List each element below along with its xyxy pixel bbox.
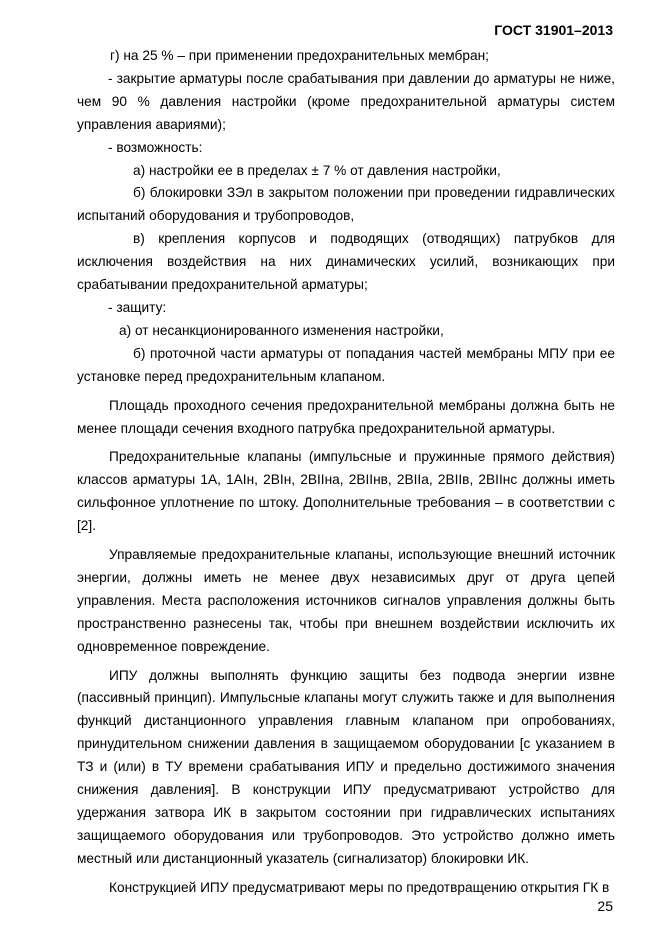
paragraph-closing: - закрытие арматуры после срабатывания при давлении до арматуры не ниже, чем 90 % давления настройки (кроме предохранительной арматуры систем управления авариями); (77, 70, 615, 132)
paragraph-flow-part: б) проточной части арматуры от попадания частей мембраны МПУ при ее установке перед предохранительным клапаном. (77, 345, 615, 384)
page-number: 25 (597, 898, 613, 914)
paragraph-ipu-function: ИПУ должны выполнять функцию защиты без подвода энергии извне (пассивный принцип). Импульсные клапаны могут служить также и для выполнения функций дистанционного управления главным клапаном при опробованиях, принудительном снижении давления в защищаемом оборудовании [с указанием в ТЗ и (или) в ТУ времени срабатывания ИПУ и предельно достижимого значения снижения давления]. В конструкции ИПУ предусматривают устройство для удержания затвора ИК в закрытом состоянии при гидравлических испытаниях защищаемого оборудования или трубопроводов. Это устройство должно иметь местный или дистанционный указатель (сигнализатор) блокировки ИК. (77, 667, 615, 866)
paragraph-unauthorized: а) от несанкционированного изменения настройки, (119, 322, 444, 338)
paragraph-membranes-25: г) на 25 % – при применении предохранительных мембран; (110, 48, 489, 63)
paragraph-setting-range: а) настройки ее в пределах ± 7 % от давления настройки, (133, 162, 501, 178)
document-header: ГОСТ 31901–2013 (494, 22, 613, 38)
document-body (77, 45, 615, 900)
paragraph-possibility: - возможность: (108, 139, 203, 155)
paragraph-protection: - защиту: (108, 299, 167, 315)
paragraph-ipu-design: Конструкцией ИПУ предусматривают меры по предотвращению открытия ГК в (109, 879, 610, 895)
paragraph-controlled-valves: Управляемые предохранительные клапаны, использующие внешний источник энергии, должны иметь не менее двух независимых друг от друга цепей управления. Места расположения источников сигналов управления должны быть пространственно разнесены так, чтобы при внешнем воздействии исключить их одновременное повреждение. (77, 547, 615, 654)
paragraph-safety-valves: Предохранительные клапаны (импульсные и пружинные прямого действия) классов арматуры 1А, 1АIн, 2ВIн, 2ВIIна, 2ВIIнв, 2ВIIа, 2ВIIв, 2ВIIнс должны иметь сильфонное уплотнение по штоку. Дополнительные требования – в соответствии с [2]. (77, 449, 615, 534)
paragraph-blocking: б) блокировки ЗЭл в закрытом положении при проведении гидравлических испытаний оборудования и трубопроводов, (77, 185, 615, 224)
paragraph-fastening: в) крепления корпусов и подводящих (отводящих) патрубков для исключения воздействия на них динамических усилий, возникающих при срабатывании предохранительной арматуры; (77, 231, 615, 293)
paragraph-membrane-area: Площадь проходного сечения предохранительной мембраны должна быть не менее площади сечения входного патрубка предохранительной арматуры. (77, 397, 615, 436)
